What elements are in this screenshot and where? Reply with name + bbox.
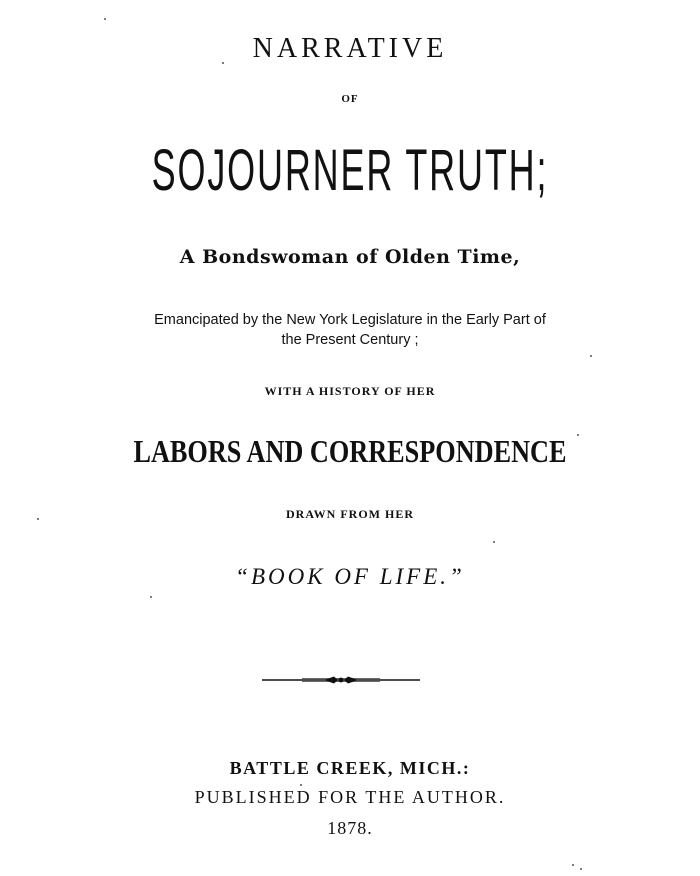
- imprint-publisher: PUBLISHED FOR THE AUTHOR.: [194, 787, 506, 807]
- emancipated-line-2: the Present Century ;: [281, 332, 419, 348]
- heading-narrative: NARRATIVE: [252, 33, 448, 64]
- paper-speck: [300, 784, 302, 786]
- heading-of: OF: [341, 93, 359, 105]
- subtitle-blackletter: A Bondswoman of Olden Time,: [179, 246, 521, 268]
- paper-speck: [37, 518, 39, 520]
- labors-heading: LABORS AND CORRESPONDENCE: [133, 433, 567, 469]
- with-history-line: WITH A HISTORY OF HER: [264, 384, 436, 398]
- book-of-life-heading: “BOOK OF LIFE.”: [235, 564, 465, 589]
- paper-speck: [590, 355, 592, 357]
- drawn-from-line: DRAWN FROM HER: [286, 507, 414, 521]
- paper-speck: [577, 434, 579, 436]
- paper-speck: [150, 596, 152, 598]
- emancipated-line-1: Emancipated by the New York Legislature in the Early Part of: [154, 312, 546, 328]
- paper-speck: [104, 18, 106, 20]
- main-title: SOJOURNER TRUTH;: [151, 138, 549, 203]
- paper-speck: [493, 541, 495, 543]
- imprint-year: 1878.: [327, 818, 373, 838]
- paper-speck: [572, 864, 574, 866]
- paper-speck: [580, 868, 582, 870]
- paper-speck: [222, 62, 224, 64]
- rule-ornament-icon: [262, 672, 420, 688]
- imprint-place: BATTLE CREEK, MICH.:: [229, 758, 471, 778]
